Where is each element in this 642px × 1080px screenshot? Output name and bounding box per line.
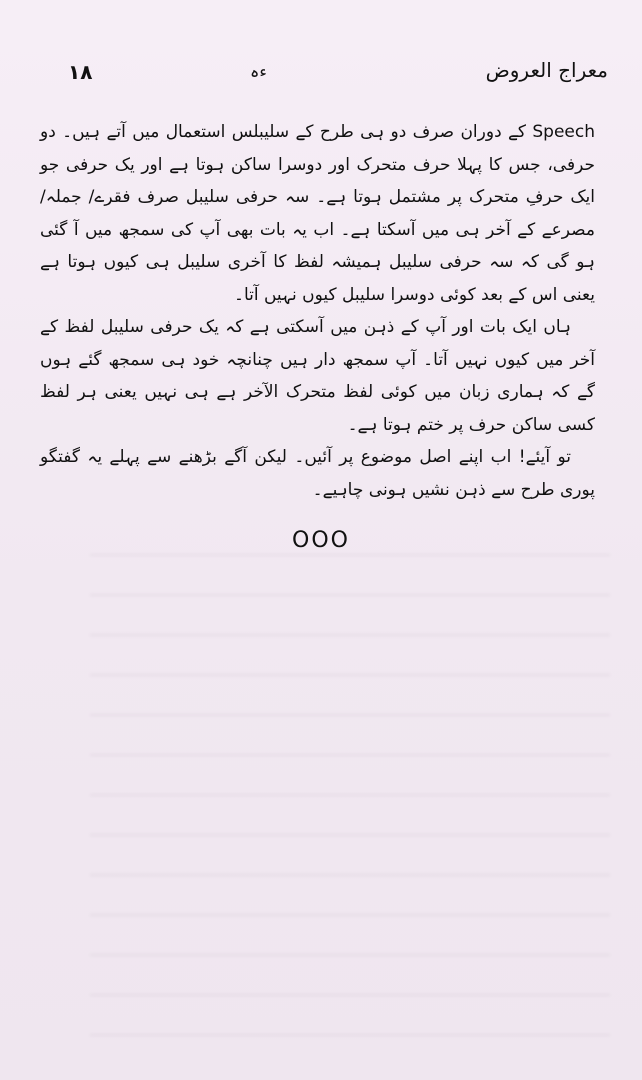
- bleed-through-texture: [90, 520, 610, 1040]
- paragraph-1: Speech کے دوران صرف دو ہی طرح کے سلیبلس استعمال میں آتے ہیں۔ دو حرفی، جس کا پہلا حرف متحرک اور دوسرا ساکن ہوتا ہے اور یک حرفی جو ایک حرفِ متحرک پر مشتمل ہوتا ہے۔ سہ حرفی سلیبل صرف فقرے/ جملہ/ مصرعے کے آخر ہی میں آسکتا ہے۔ اب یہ بات بھی آپ کی سمجھ میں آ گئی ہو گی کہ سہ حرفی سلیبل ہمیشہ لفظ کا آخری سلیبل ہی کیوں ہوتا ہے یعنی اس کے بعد کوئی دوسرا سلیبل کیوں نہیں آتا۔: [40, 122, 595, 305]
- page-number: ١٨: [68, 60, 93, 84]
- section-end-mark: OOO: [292, 528, 350, 553]
- page-header: [60, 56, 608, 90]
- page-mark: ءہ: [250, 62, 267, 81]
- body-text: [40, 116, 595, 506]
- paragraph-2: ہاں ایک بات اور آپ کے ذہن میں آسکتی ہے کہ یک حرفی سلیبل لفظ کے آخر میں کیوں نہیں آتا۔ آپ سمجھ دار ہیں چنانچہ خود ہی سمجھ گئے ہوں گے کہ ہماری زبان میں کوئی لفظ متحرک الآخر ہے ہی نہیں یعنی ہر لفظ کسی ساکن حرف پر ختم ہوتا ہے۔: [40, 317, 595, 435]
- paragraph-3: تو آیئے! اب اپنے اصل موضوع پر آئیں۔ لیکن آگے بڑھنے سے پہلے یہ گفتگو پوری طرح سے ذہن نشیں ہونی چاہیے۔: [40, 447, 595, 500]
- book-title: معراج العروض: [485, 58, 608, 82]
